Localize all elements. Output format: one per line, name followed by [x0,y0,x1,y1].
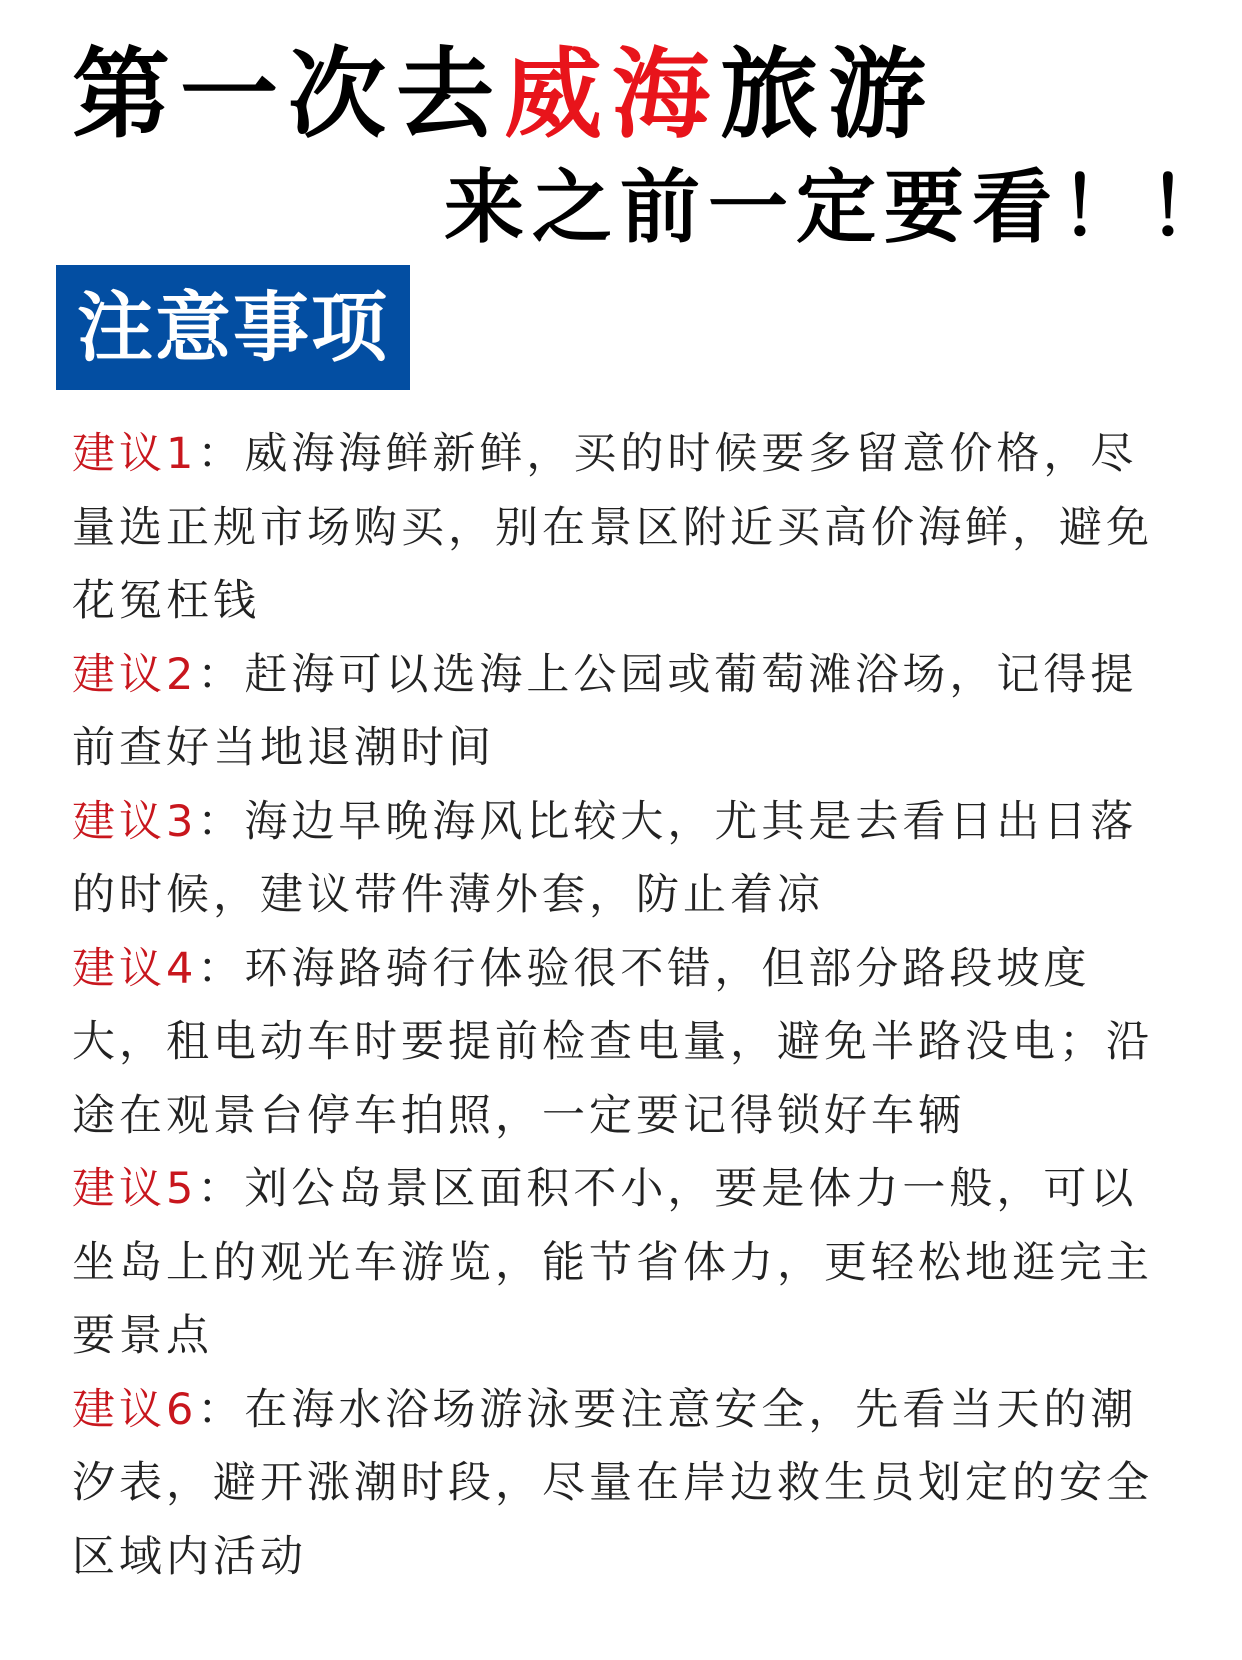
tip-item [72,1374,1182,1595]
tip-label: 建议3 [72,796,198,847]
page-title [72,40,936,150]
section-badge: 注意事项 [56,265,410,390]
tip-text: 在海水浴场游泳要注意安全，先看当天的潮汐表，避开涨潮时段，尽量在岸边救生员划定的安全区域内活动 [72,1384,1153,1582]
title-part1: 第一次去 [72,38,505,152]
page-subtitle: 来之前一定要看！！ [444,161,1236,254]
tip-text: 海边早晚海风比较大，尤其是去看日出日落的时候，建议带件薄外套，防止着凉 [72,796,1138,920]
tip-text: 环海路骑行体验很不错，但部分路段坡度大，租电动车时要提前检查电量，避免半路没电；沿途在观景台停车拍照，一定要记得锁好车辆 [72,943,1153,1141]
title-highlight: 威海 [504,38,721,152]
tip-separator: ： [197,943,245,994]
tip-text: 威海海鲜新鲜，买的时候要多留意价格，尽量选正规市场购买，别在景区附近买高价海鲜，避免花冤枉钱 [72,429,1153,626]
tip-item [72,1153,1182,1374]
tip-item [72,418,1182,639]
tip-item [72,933,1182,1154]
tip-label: 建议6 [72,1384,198,1435]
tip-label: 建议2 [72,649,198,700]
tip-item [72,786,1182,933]
tip-item [72,639,1182,786]
tip-separator: ： [197,1164,245,1214]
title-part2: 旅游 [720,38,937,152]
tips-list [72,418,1182,1594]
tip-text: 刘公岛景区面积不小，要是体力一般，可以坐岛上的观光车游览，能节省体力，更轻松地逛完主要景点 [72,1164,1153,1361]
tip-label: 建议1 [72,429,198,479]
tip-separator: ： [197,1384,245,1435]
tip-label: 建议4 [72,943,198,994]
tip-separator: ： [197,649,245,700]
tip-separator: ： [197,796,245,847]
tip-label: 建议5 [72,1164,198,1214]
tip-separator: ： [197,429,245,479]
tip-text: 赶海可以选海上公园或葡萄滩浴场，记得提前查好当地退潮时间 [72,649,1138,773]
